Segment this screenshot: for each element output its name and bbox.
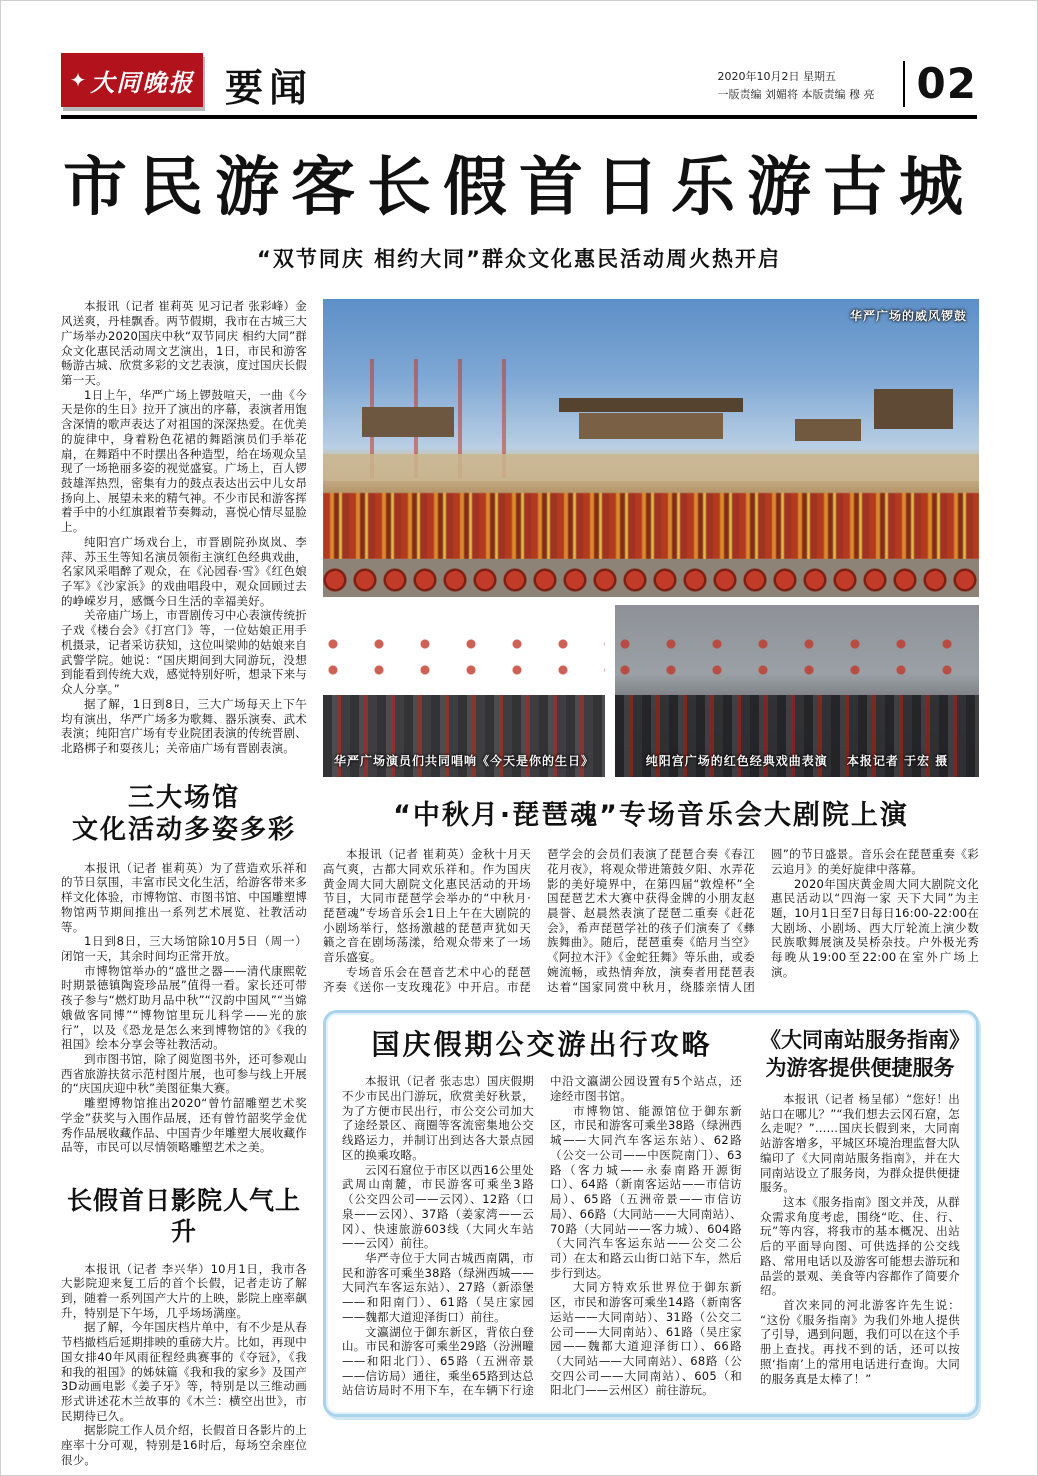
venues-paragraph: 雕塑博物馆推出2020“曾竹韶雕塑艺术奖学金”获奖与入围作品展，还有曾竹韶奖学金优秀作品展收藏作品、中国青少年雕塑大展收藏作品等，市民可以尽情领略雕塑艺术之美。: [61, 1096, 307, 1155]
lead-paragraph: 本报讯（记者 崔莉英 见习记者 张彩峰）金风送爽，丹桂飘香。两节假期，我市在古城三大广场举办2020国庆中秋“双节同庆 相约大同”群众文化惠民活动周文艺演出，1日，市民和游客畅游古城、欣赏多彩的文艺表演，度过国庆长假第一天。: [61, 299, 307, 387]
lead-paragraph: 1日上午，华严广场上锣鼓喧天，一曲《今天是你的生日》拉开了演出的序幕，表演者用饱含深情的歌声表达了对祖国的深深热爱。在优美的旋律中，身着粉色花裙的舞蹈演员们手举花扇，在舞蹈中不时摆出各种造型，给在场观众呈现了一场艳丽多姿的视觉盛宴。广场上，百人锣鼓雄浑热烈，密集有力的鼓点表达出云中儿女昂扬向上、展望未来的精气神。不少市民和游客挥着手中的小红旗跟着节奏舞动，喜悦心情尽显脸上。: [61, 387, 307, 535]
venues-article-title: 三大场馆 文化活动多姿多彩: [71, 782, 296, 846]
concert-paragraph: 专场音乐会在琶音艺术中心的琵琶齐奏《送你一支玫瑰花》中开启。市琵琶学会的会员们表演了琵琶合奏《春江花月夜》，将观众带进箫鼓夕阳、水弄花影的美好境界中，在第四届“敦煌杯”全国琵琶艺术大赛中获得金牌的小朋友赵晨誉、赵晨然表演了琵琶二重奏《赶花会》，希声琵琶学社的孩子们演奏了《彝族舞曲》。随后，琵琶重奏《皓月当空》《阿拉木汗》《金蛇狂舞》等乐曲，或委婉流畅，或热情奔放，演奏者用琵琶表达着“国家同赏中秋月，绕膝亲情人团圆”的节日盛景。音乐会在琵琶重奏《彩云追月》的美好旋律中落幕。: [323, 847, 979, 994]
venues-paragraph: 本报讯（记者 崔莉英）为了营造欢乐祥和的节日氛围，丰富市民文化生活，给游客带来多样文化体验，市博物馆、市图书馆、中国雕塑博物馆两节期间推出一系列艺术展览、社教活动等。: [61, 860, 307, 934]
section-title: 要闻: [225, 66, 314, 110]
station-paragraph: 这本《服务指南》图文并茂，从群众需求角度考虑，围绕“吃、住、行、玩”等内容，将我市的基本概况、出站后的平面导向图、可供选择的公交线路、常用电话以及游客可能想去游玩和品尝的景观、美食等内容都作了简要介绍。: [760, 1194, 960, 1298]
right-column: [323, 299, 979, 1467]
station-paragraph: 本报讯（记者 杨呈郁）“您好！出站口在哪儿？”“我们想去云冈石窟，怎么走呢？”……国庆长假到来，大同南站游客增多，平城区环境治理监督大队编印了《大同南站服务指南》，并在大同南站设立了服务岗，为群众提供便捷服务。: [760, 1091, 960, 1195]
cinema-paragraph: 据了解，今年国庆档片单中，有不少是从春节档撤档后延期排映的重磅大片。比如，再现中国女排40年风雨征程经典赛事的《夺冠》，《我和我的祖国》的姊妹篇《我和我的家乡》及国产3D动画电影《姜子牙》等，特别是以三维动画形式讲述花木兰故事的《木兰：横空出世》，市民期待已久。: [61, 1320, 307, 1423]
main-content-grid: [61, 299, 977, 1467]
lead-paragraph: 纯阳宫广场戏台上，市晋剧院孙岚岚、李萍、苏玉生等知名演员领衔主演红色经典戏曲，名家风采唱醉了观众，在《沁园春·雪》《红色娘子军》《沙家浜》的戏曲唱段中，观众回顾过去的峥嵘岁月，感慨今日生活的幸福美好。: [61, 534, 307, 608]
masthead: [61, 53, 977, 110]
transit-paragraph: 本报讯（记者 张志忠）国庆假期不少市民出门游玩，欣赏美好秋景，为了方便市民出行，市公交公司加大了途经景区、商圈等客流密集地公交线路运力，并制订出到达各大景点园区的换乘攻略。: [342, 1074, 534, 1162]
bottom-feature-box: [323, 1010, 979, 1417]
red-drums: [323, 567, 979, 593]
page-number: 02: [916, 59, 977, 108]
flame-icon: ✦: [69, 68, 89, 92]
main-photo: [323, 299, 979, 597]
transit-article: [342, 1074, 742, 1398]
temple-silhouette: [579, 413, 723, 439]
lead-article: [61, 299, 307, 755]
cinema-article-title: 长假首日影院人气上升: [66, 1186, 301, 1247]
main-headline: 市民游客长假首日乐游古城: [63, 151, 975, 225]
concert-article: [323, 847, 979, 994]
transit-paragraph: 大同方特欢乐世界位于御东新区，市民和游客可乘坐14路（新南客运站——大同南站）、31路（公交二公司——大同南站）、61路（吴庄家园——魏都大道迎泽街口）、66路（大同站——大同南站）、68路（公交四公司——大同南站）、605（和阳北门——云州区）前往游玩。: [550, 1280, 742, 1398]
plaza-wall: [323, 454, 979, 481]
transit-article-title: 国庆假期公交游出行攻略: [371, 1028, 713, 1062]
left-photo-caption: 华严广场演员们共同唱响《今天是你的生日》: [333, 754, 594, 769]
photo-row: [323, 605, 979, 777]
left-photo: [323, 605, 605, 777]
venues-paragraph: 1日到8日，三大场馆除10月5日（周一）闭馆一天，其余时间均正常开放。: [61, 934, 307, 963]
red-flags-dots: [323, 636, 605, 688]
main-photo-caption: 华严广场的威风锣鼓: [849, 309, 967, 324]
lead-paragraph: 据了解，1日到8日，三大广场每天上下午均有演出，华严广场多为歌舞、器乐演奏、武术表演；纯阳宫广场有专业院团表演的传统晋剧、北路梆子和耍孩儿；关帝庙广场有晋剧表演。: [61, 696, 307, 755]
transit-paragraph: 文瀛湖位于御东新区，背依白登山。市民和游客可乘坐29路（汾洲疃——和阳北门）、65路（五洲帝景——信访局）通往，乘坐65路到达总站信访局时不用下车，在车辆下行途中沿文瀛湖公园设置有5个站点，还途经市图书馆。: [342, 1074, 742, 1398]
venues-paragraph: 到市图书馆，除了阅览图书外，还可参观山西省旅游扶贫示范村图片展，也可参与线上开展的“庆国庆迎中秋”美图征集大赛。: [61, 1052, 307, 1096]
station-article-title: 《大同南站服务指南》 为游客提供便捷服务: [760, 1028, 970, 1080]
right-photo-caption: 纯阳宫广场的红色经典戏曲表演 本报记者 于宏 摄: [645, 754, 949, 769]
logo-text: 大同晚报: [90, 68, 195, 97]
venues-paragraph: 市博物馆举办的“盛世之器——清代康熙乾时期景德镇陶瓷珍品展”值得一看。家长还可带孩子参与“燃灯助月品中秋”“汉韵中国风”“当嫦娥做客同博”“博物馆里玩儿科学——光的旅行”，以及《恐龙是怎么来到博物馆的》《我的祖国》绘本分享会等社教活动。: [61, 963, 307, 1052]
lead-paragraph: 关帝庙广场上，市晋剧传习中心表演传统折子戏《楼台会》《打宫门》等，一位姑娘正用手机摄录，记者采访获知，这位叫梁帅的姑娘来自武警学院。她说：“国庆期间到大同游玩，没想到能看到传统大戏，感觉特别好听，想录下来与众人分享。”: [61, 608, 307, 697]
transit-paragraph: 云冈石窟位于市区以西16公里处武周山南麓，市民游客可乘坐3路（公交四公司——云冈）、12路（口泉——云冈）、37路（姜家湾——云冈）、快速旅游603线（大同火车站——云冈）前往。: [342, 1162, 534, 1251]
photo-credit: 本报记者 于宏 摄: [846, 754, 949, 769]
editors-line: 一版责编 刘媚将 本版责编 穆 亮: [717, 88, 875, 102]
station-paragraph: 首次来同的河北游客许先生说：“这份《服务指南》为我们外地人提供了引导，遇到问题，我们可以在这个手册上查找。再找不到的话，还可以按照‘指南’上的常用电话进行查询。大同的服务真是太棒了！”: [760, 1297, 960, 1386]
concert-paragraph: 本报讯（记者 崔莉英）金秋十月天高气爽，古都大同欢乐祥和。作为国庆黄金周大同大剧院文化惠民活动的开场节目，大同市琵琶学会举办的“中秋月·琵琶魂”专场音乐会1日上午在大剧院的小剧场举行，悠扬激越的琵琶声犹如天籁之音在剧场荡漾，给观众带来了一场音乐盛宴。: [323, 847, 531, 965]
left-column: [61, 299, 307, 1467]
temple-silhouette: [362, 407, 454, 437]
venues-article: [61, 861, 307, 1155]
red-flags-dots: [615, 636, 979, 688]
transit-article-block: [342, 1027, 742, 1398]
transit-paragraph: 市博物馆、能源馆位于御东新区，市民和游客可乘坐38路（绿洲西城——大同汽车客运东站）、62路（公交一公司——中医院南门）、63路（客力城——永泰南路开源街口）、64路（新南客运站——市信访局）、65路（五洲帝景——市信访局）、66路（大同站——大同南站）、70路（大同站——客力城）、604路（大同汽车客运东站——公交二公司）在太和路云山街口站下车，然后步行到达。: [550, 1103, 742, 1280]
date-line: 2020年10月2日 星期五: [717, 69, 837, 83]
temple-silhouette: [795, 419, 861, 441]
transit-paragraph: 华严寺位于大同古城西南隅，市民和游客可乘坐38路（绿洲西城——大同汽车客运东站）、27路（新添堡——和阳南门）、61路（吴庄家园——魏都大道迎泽街口）前往。: [342, 1250, 534, 1324]
newspaper-logo: [61, 53, 203, 107]
masthead-meta: [718, 68, 875, 107]
station-article-block: [760, 1027, 970, 1398]
sub-headline: “双节同庆 相约大同”群众文化惠民活动周火热开启: [257, 247, 781, 272]
right-photo: [615, 605, 979, 777]
station-article: [760, 1092, 960, 1386]
cinema-article: [61, 1262, 307, 1468]
masthead-rule: [61, 115, 977, 119]
concert-paragraph: 2020年国庆黄金周大同大剧院文化惠民活动以“四海一家 天下大同”为主题，10月1日至7日每日16:00-22:00在大剧场、小剧场、西大厅轮流上演少数民族歌舞展演及吴桥杂技。户外极光秀每晚从19:00至22:00在室外广场上演。: [771, 876, 979, 979]
performer-crowd: [323, 493, 979, 559]
temple-silhouette: [874, 389, 953, 429]
temple-roof: [559, 398, 743, 412]
cinema-paragraph: 本报讯（记者 李兴华）10月1日，我市各大影院迎来复工后的首个长假，记者走访了解到，随着一系列国产大片的上映，影院上座率飙升，特别是下午场，几乎场场满座。: [61, 1261, 307, 1320]
page-number-block: [891, 61, 977, 107]
page-number-divider: [903, 61, 905, 107]
drum-row: [323, 559, 979, 598]
concert-article-title: “中秋月·琵琶魂”专场音乐会大剧院上演: [393, 800, 909, 832]
cinema-paragraph: 据影院工作人员介绍，长假首日各影片的上座率十分可观，特别是16时后，每场空余座位很少。: [61, 1423, 307, 1467]
